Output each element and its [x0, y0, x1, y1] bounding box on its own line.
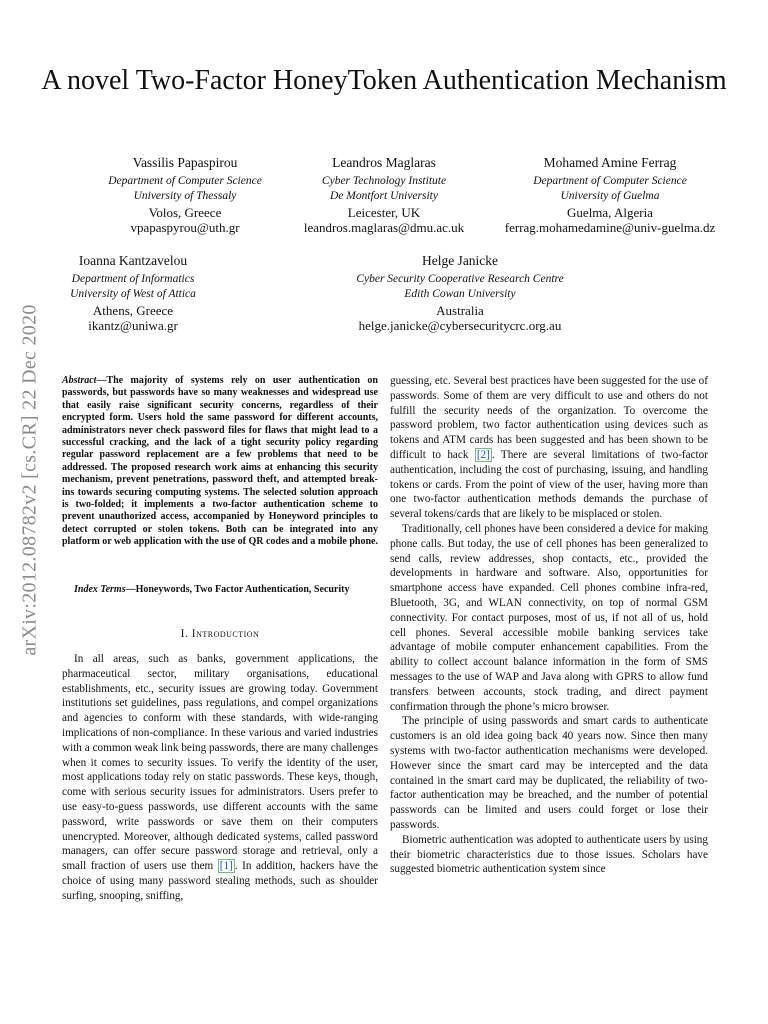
paragraph-text: guessing, etc. Several best practices have been suggested for the use of passwords. Some of them are very difficult to use and others do not fulfill the security needs of the organization. To overcome the password problem, two factor authentication using devices such as tokens and ATM cards has been suggested and has been shown to be difficult to hack — [390, 375, 708, 461]
author-name: Helge Janicke — [421, 253, 499, 268]
author-location: Guelma, Algeria — [567, 204, 653, 220]
intro-text-after: . In addition, hackers have the choice of using many password stealing methods, such as shoulder surfing, snooping, sniffing, — [62, 860, 379, 902]
author-department: Department of Informatics — [71, 272, 195, 285]
author-department: Cyber Security Cooperative Research Centre — [356, 272, 564, 285]
author-name: Vassilis Papaspirou — [132, 155, 238, 170]
author-block-2 — [290, 155, 478, 236]
author-location: Volos, Greece — [148, 204, 222, 220]
paragraph-text: . There are several limitations of two-factor authentication, including the cost of purchasing, issuing, and handling tokens or cards. From the point of view of the user, having more than one two-factor authentication methods demands the purchase of several tokens/cards that are likely to be misplaced or stolen. — [390, 448, 708, 521]
author-name: Leandros Maglaras — [332, 155, 436, 170]
paper-title: A novel Two-Factor HoneyToken Authentication Mechanism — [41, 65, 727, 96]
author-email: ferrag.mohamedamine@univ-guelma.dz — [504, 220, 716, 235]
right-column — [390, 374, 708, 877]
section-heading: I. Introduction — [180, 628, 260, 640]
paragraph-4: Biometric authentication was adopted to authenticate users by using their biometric characteristics due to those issues. Scholars have suggested biometric authentication system since — [390, 833, 708, 876]
author-institution: University of West of Attica — [70, 288, 196, 300]
paragraph-1 — [390, 374, 708, 522]
index-terms-text: —Honeywords, Two Factor Authentication, Security — [125, 584, 350, 595]
paragraph-3: The principle of using passwords and smart cards to authenticate customers is an old idea going back 40 years now. Since then many systems with two-factor authentication mechanisms were developed. However since the smart card may be intercepted and the data contained in the smart card may be duplicated, the reliability of two-factor authentication may be breached, and the number of potential passwords can be limited and users could forget or lose their passwords. — [390, 715, 708, 831]
author-department: Department of Computer Science — [533, 174, 687, 187]
author-block-1 — [95, 155, 275, 236]
author-institution: De Montfort University — [330, 190, 438, 202]
author-location: Leicester, UK — [347, 204, 421, 220]
author-name: Mohamed Amine Ferrag — [543, 155, 677, 170]
intro-paragraph — [62, 652, 378, 904]
author-block-3 — [490, 155, 730, 236]
author-institution: University of Thessaly — [133, 190, 237, 202]
author-block-5 — [320, 253, 600, 334]
abstract-label: Abstract — [62, 375, 97, 386]
abstract — [62, 375, 378, 549]
author-location: Australia — [436, 302, 484, 318]
author-email: helge.janicke@cybersecuritycrc.org.au — [358, 318, 562, 333]
author-department: Cyber Technology Institute — [321, 174, 447, 187]
author-name: Ioanna Kantzavelou — [78, 253, 188, 268]
author-institution: University of Guelma — [560, 190, 660, 202]
citation-link[interactable]: [2] — [476, 448, 490, 461]
author-email: vpapaspyrou@uth.gr — [130, 220, 240, 235]
author-email: ikantz@uniwa.gr — [88, 318, 178, 333]
arxiv-identifier-text: arXiv:2012.08782v2 [cs.CR] 22 Dec 2020 — [18, 304, 41, 656]
index-terms-label: Index Terms — [74, 584, 126, 595]
author-block-4 — [58, 253, 208, 334]
author-department: Department of Computer Science — [108, 174, 262, 187]
paragraph-2: Traditionally, cell phones have been considered a device for making phone calls. But today, the use of cell phones has been generalized to send calls, review addresses, shop contacts, etc., provided the developments in hardware and software. Also, opportunities for smartphone access have expanded. Cell phones combine infra-red, Bluetooth, 3G, and WLAN connectivity, on top of normal GSM connectivity. For contact purposes, most of us, if not all of us, hold cell phones. Several accessible mobile banking services take advantage of mobile computer enhancement capabilities. From the ability to collect account balance information in the form of SMS messages to the use of WAP and Java along with GPRS to allow fund transfers between accounts, stock trading, and direct payment confirmation through the phone’s micro browser. — [390, 522, 708, 713]
intro-text: In all areas, such as banks, government applications, the pharmaceutical sector, military organisations, educational establishments, etc., security issues are growing today. Government institutions set guidelines, pass regulations, and compel organizations and agencies to conform with these standards, with wide-ranging implications of non-compliance. In these various and varied industries with a common weak link being passwords, there are many challenges when it comes to security issues. To verify the identity of the user, most applications today rely on static passwords. These keys, though, come with serious security issues for administrators. Users prefer to use easy-to-guess passwords, use different accounts with the same password, write passwords or save them on their computers unencrypted. Moreover, although dedicated systems, called password managers, can offer secure password storage and retrieval, only a small fraction of users use them — [62, 653, 378, 873]
author-institution: Edith Cowan University — [404, 288, 516, 300]
citation-link[interactable]: [1] — [219, 860, 233, 873]
abstract-text: —The majority of systems rely on user authentication on passwords, but passwords have so many weaknesses and widespread use that easily raise significant security concerns, regardless of their encrypted form. Users hold the same password for different accounts, administrators never check password files for flaws that might lead to a successful cracking, and the lack of a tight security policy regarding regular password replacement are a few problems that need to be addressed. The proposed research work aims at enhancing this security mechanism, prevent penetrations, password theft, and attempted break-ins towards securing computing systems. The selected solution approach is two-folded; it implements a two-factor authentication scheme to prevent unauthorized access, accompanied by Honeyword principles to detect corrupted or stolen tokens. Both can be integrated into any platform or web application with the use of QR codes and a mobile phone. — [62, 375, 378, 548]
author-location: Athens, Greece — [92, 302, 174, 318]
author-email: leandros.maglaras@dmu.ac.uk — [303, 220, 465, 235]
index-terms — [62, 584, 378, 596]
